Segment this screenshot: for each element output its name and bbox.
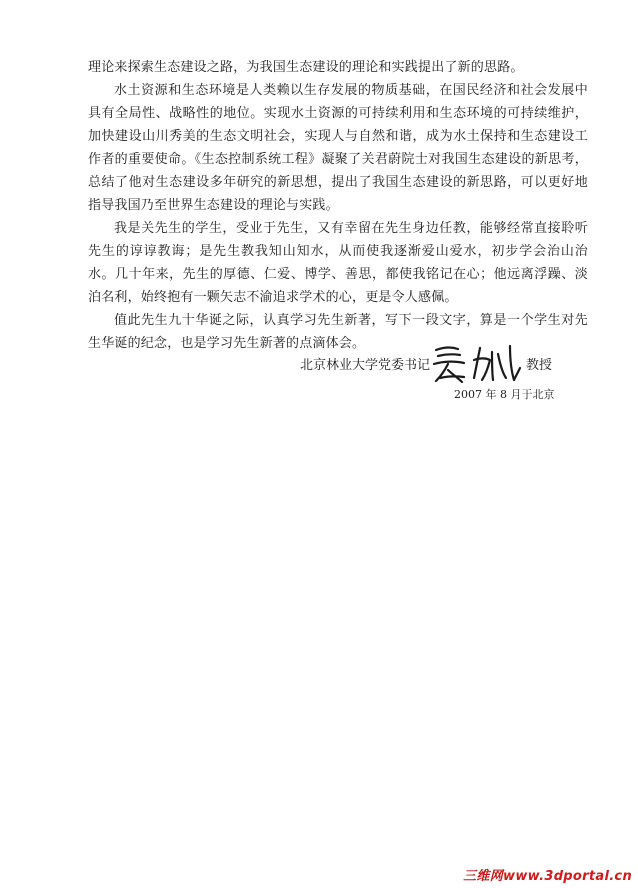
signature-date: 2007 年 8 月于北京 [454, 388, 555, 401]
body-text [88, 56, 588, 355]
paragraph-4: 值此先生九十华诞之际，认真学习先生新著，写下一段文字，算是一个学生对先生华诞的纪念，也是学习先生新著的点滴体会。 [88, 313, 588, 351]
signature-organization: 北京林业大学党委书记 [300, 358, 431, 373]
watermark-cn: 三维网 [463, 869, 504, 884]
site-watermark [463, 865, 632, 884]
paragraph-1: 理论来探索生态建设之路，为我国生态建设的理论和实践提出了新的思路。 [88, 60, 524, 75]
paragraph-3: 我是关先生的学生，受业于先生，又有幸留在先生身边任教，能够经常直接聆听先生的谆谆教诲；是先生教我知山知水，从而使我逐渐爱山爱水，初步学会治山治水。几十年来，先生的厚德、仁爱、博学、善思，都使我铭记在心；他远离浮躁、淡泊名利，始终抱有一颗矢志不渝追求学术的心，更是令人感佩。 [88, 221, 588, 305]
handwritten-signature [430, 342, 530, 386]
signature-title: 教授 [526, 358, 553, 373]
paragraph-2: 水土资源和生态环境是人类赖以生存发展的物质基础，在国民经济和社会发展中具有全局性、战略性的地位。实现水土资源的可持续利用和生态环境的可持续维护，加快建设山川秀美的生态文明社会，实现人与自然和谐，成为水土保持和生态建设工作者的重要使命。《生态控制系统工程》凝聚了关君蔚院士对我国生态建设的新思考，总结了他对生态建设多年研究的新思想，提出了我国生态建设的新思路，可以更好地指导我国乃至世界生态建设的理论与实践。 [88, 83, 588, 213]
watermark-en: www.3dportal.cn [503, 869, 632, 884]
signature-block [300, 350, 560, 410]
